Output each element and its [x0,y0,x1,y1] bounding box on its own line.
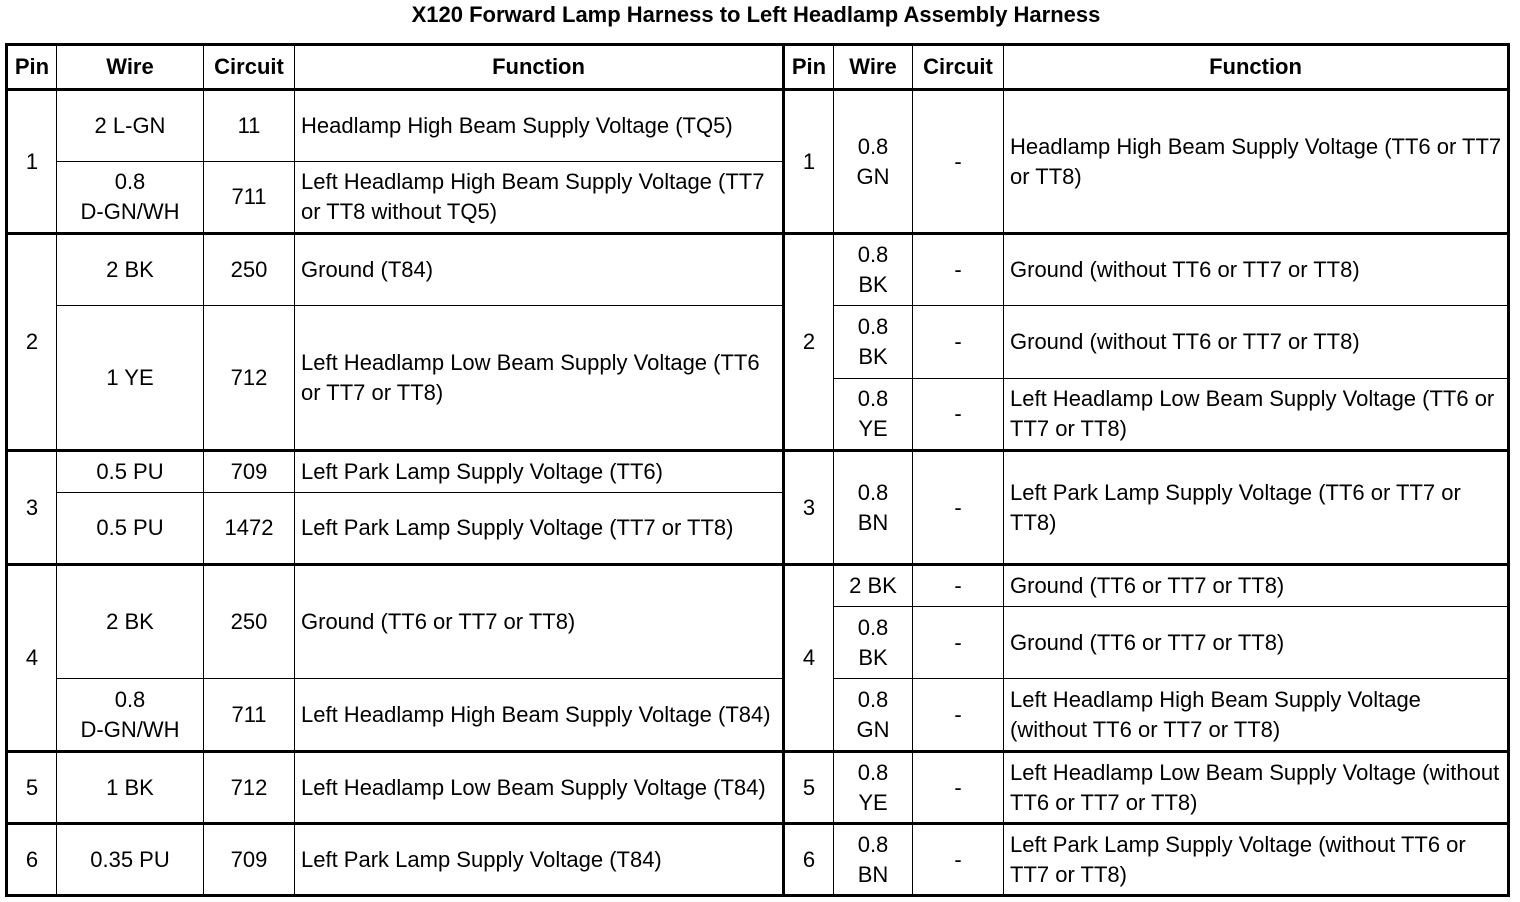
left-pin-cell: 2 [7,234,57,451]
left-wire-cell: 2 L-GN [57,90,204,162]
left-pin-cell: 1 [7,90,57,234]
left-wire-cell: 0.8 D-GN/WH [57,679,204,752]
table-row [7,565,1509,607]
right-function-cell: Left Headlamp Low Beam Supply Voltage (without TT6 or TT7 or TT8) [1004,752,1509,824]
right-pin-cell: 5 [784,752,834,824]
left-wire-cell: 1 BK [57,752,204,824]
right-function-cell: Ground (TT6 or TT7 or TT8) [1004,607,1509,679]
right-wire-cell: 0.8 GN [834,679,913,752]
left-function-cell: Ground (TT6 or TT7 or TT8) [295,565,784,679]
left-wire-cell: 2 BK [57,565,204,679]
left-circuit-cell: 250 [204,234,295,306]
right-pin-cell: 4 [784,565,834,752]
left-circuit-cell: 711 [204,679,295,752]
header-circuit: Circuit [204,45,295,90]
right-circuit-cell: - [913,679,1004,752]
header-wire: Wire [57,45,204,90]
right-circuit-cell: - [913,752,1004,824]
right-circuit-cell: - [913,90,1004,234]
left-pin-cell: 3 [7,451,57,565]
left-circuit-cell: 11 [204,90,295,162]
right-wire-cell: 0.8 BN [834,824,913,896]
right-function-cell: Left Headlamp Low Beam Supply Voltage (TT6 or TT7 or TT8) [1004,379,1509,451]
table-row [7,306,1509,379]
left-wire-cell: 0.5 PU [57,451,204,493]
header-function: Function [1004,45,1509,90]
right-wire-cell: 0.8 BN [834,451,913,565]
connector-pinout-table [5,43,1510,897]
table-row [7,234,1509,306]
header-circuit: Circuit [913,45,1004,90]
right-circuit-cell: - [913,607,1004,679]
left-function-cell: Left Park Lamp Supply Voltage (TT7 or TT8) [295,493,784,565]
left-function-cell: Left Park Lamp Supply Voltage (T84) [295,824,784,896]
right-pin-cell: 3 [784,451,834,565]
right-pin-cell: 2 [784,234,834,451]
table-row [7,90,1509,162]
right-wire-cell: 0.8 BK [834,306,913,379]
header-wire: Wire [834,45,913,90]
left-circuit-cell: 712 [204,306,295,451]
header-function: Function [295,45,784,90]
left-wire-cell: 2 BK [57,234,204,306]
right-circuit-cell: - [913,824,1004,896]
right-function-cell: Ground (TT6 or TT7 or TT8) [1004,565,1509,607]
left-circuit-cell: 709 [204,451,295,493]
right-wire-cell: 0.8 GN [834,90,913,234]
right-circuit-cell: - [913,379,1004,451]
right-circuit-cell: - [913,565,1004,607]
right-wire-cell: 0.8 BK [834,607,913,679]
left-wire-cell: 0.8 D-GN/WH [57,162,204,234]
left-circuit-cell: 711 [204,162,295,234]
left-wire-cell: 1 YE [57,306,204,451]
right-circuit-cell: - [913,306,1004,379]
table-row [7,752,1509,824]
left-circuit-cell: 709 [204,824,295,896]
left-function-cell: Left Headlamp High Beam Supply Voltage (TT7 or TT8 without TQ5) [295,162,784,234]
right-function-cell: Left Park Lamp Supply Voltage (TT6 or TT7 or TT8) [1004,451,1509,565]
right-pin-cell: 1 [784,90,834,234]
right-circuit-cell: - [913,234,1004,306]
table-row [7,679,1509,752]
left-function-cell: Left Headlamp High Beam Supply Voltage (T84) [295,679,784,752]
right-function-cell: Left Headlamp High Beam Supply Voltage (without TT6 or TT7 or TT8) [1004,679,1509,752]
left-function-cell: Ground (T84) [295,234,784,306]
header-pin: Pin [7,45,57,90]
left-circuit-cell: 712 [204,752,295,824]
right-wire-cell: 2 BK [834,565,913,607]
left-function-cell: Left Park Lamp Supply Voltage (TT6) [295,451,784,493]
header-row [7,45,1509,90]
right-wire-cell: 0.8 YE [834,379,913,451]
left-function-cell: Headlamp High Beam Supply Voltage (TQ5) [295,90,784,162]
right-wire-cell: 0.8 YE [834,752,913,824]
left-pin-cell: 5 [7,752,57,824]
left-function-cell: Left Headlamp Low Beam Supply Voltage (TT6 or TT7 or TT8) [295,306,784,451]
right-circuit-cell: - [913,451,1004,565]
right-function-cell: Headlamp High Beam Supply Voltage (TT6 or TT7 or TT8) [1004,90,1509,234]
left-circuit-cell: 1472 [204,493,295,565]
left-circuit-cell: 250 [204,565,295,679]
left-wire-cell: 0.35 PU [57,824,204,896]
left-pin-cell: 6 [7,824,57,896]
table-row [7,824,1509,896]
left-wire-cell: 0.5 PU [57,493,204,565]
right-function-cell: Ground (without TT6 or TT7 or TT8) [1004,306,1509,379]
left-pin-cell: 4 [7,565,57,752]
header-pin: Pin [784,45,834,90]
right-pin-cell: 6 [784,824,834,896]
right-function-cell: Left Park Lamp Supply Voltage (without TT6 or TT7 or TT8) [1004,824,1509,896]
table-row [7,451,1509,493]
left-function-cell: Left Headlamp Low Beam Supply Voltage (T84) [295,752,784,824]
right-function-cell: Ground (without TT6 or TT7 or TT8) [1004,234,1509,306]
page-title: X120 Forward Lamp Harness to Left Headlamp Assembly Harness [411,2,1101,27]
right-wire-cell: 0.8 BK [834,234,913,306]
